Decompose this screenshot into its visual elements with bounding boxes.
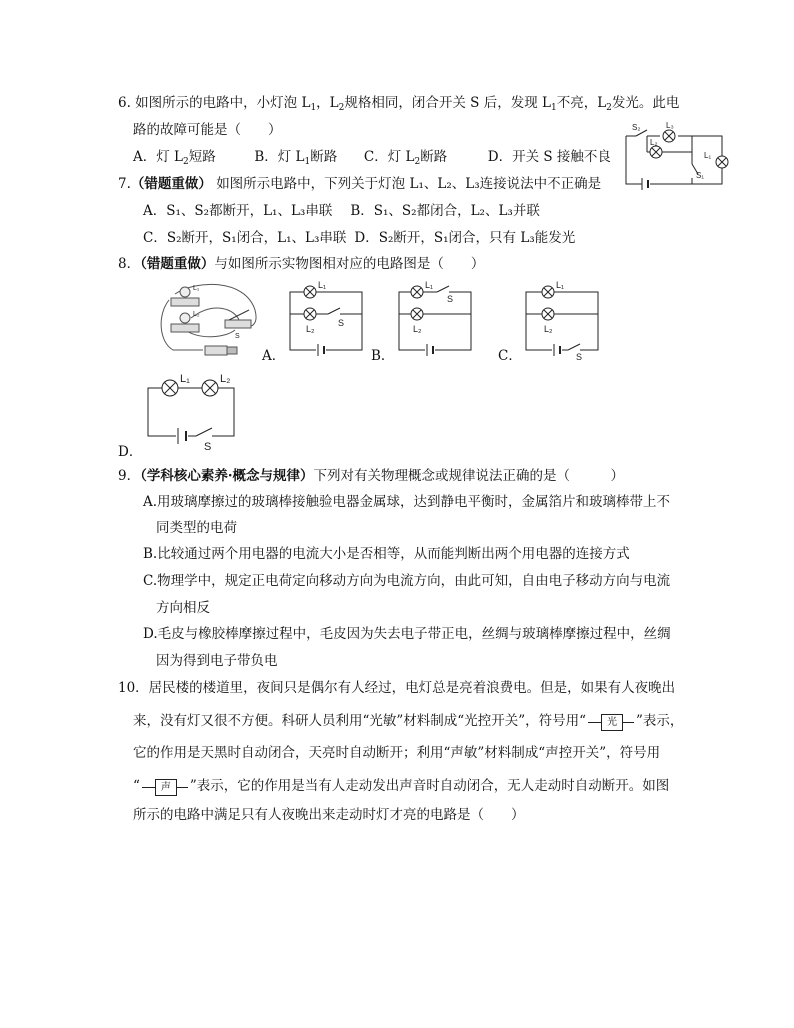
d-s-label: S — [204, 441, 212, 453]
q8-circuit-c — [524, 280, 600, 362]
q8-circuit-b — [397, 282, 473, 354]
q10-line4: “ 声 ”表示，它的作用是当有人走动发出声音时自动闭合，无人走动时自动断开。如图 — [133, 778, 670, 794]
q8-option-a[interactable]: A． — [262, 348, 286, 364]
q6-option-c[interactable]: C．灯 $L_2$断路 — [363, 149, 448, 167]
q10-line5: 所示的电路中满足只有人夜晚出来走动时灯才亮的电路是（ ） — [133, 807, 525, 823]
q7-options-row1 — [143, 201, 540, 221]
q7-option-a[interactable]: A．S₁、S₂都断开，L₁、L₃串联 — [143, 203, 333, 219]
sound-switch-symbol: 声 — [142, 778, 188, 796]
c-l1-label: L₁ — [556, 280, 565, 290]
fig-s2-label: S₂ — [632, 123, 641, 132]
q8-option-d[interactable]: D． — [118, 444, 143, 460]
q8-stem: 8．（错题重做）与如图所示实物图相对应的电路图是（ ） — [118, 256, 485, 272]
q8-physical-diagram — [155, 280, 265, 360]
q8-option-b[interactable]: B． — [371, 348, 395, 364]
photo-s-label: S — [235, 333, 240, 340]
q7-option-b[interactable]: B．S₁、S₂都闭合，L₂、L₃并联 — [350, 203, 540, 219]
q10-line2: 来，没有灯又很不方便。科研人员利用“光敏”材料制成“光控开关”，符号用“ 光 ”表示， — [133, 713, 684, 729]
q6-option-b[interactable]: B．灯 $L_1$断路 — [254, 149, 338, 167]
c-l2-label: L₂ — [544, 324, 553, 334]
d-l2-label: L₂ — [220, 373, 231, 385]
fig-l1-label: L₁ — [704, 151, 712, 160]
d-l1-label: L₁ — [180, 373, 190, 385]
q7-option-c[interactable]: C．S₂断开，S₁闭合，L₁、L₃串联 — [143, 230, 347, 246]
q9-option-a-line2: 同类型的电荷 — [156, 520, 237, 536]
a-l1-label: L₁ — [318, 280, 327, 290]
b-l2-label: L₂ — [413, 324, 422, 334]
q10-line3: 它的作用是天黑时自动闭合，天亮时自动断开；利用“声敏”材料制成“声控开关”，符号用 — [133, 745, 661, 761]
q9-stem: 9．（学科核心素养·概念与规律）下列对有关物理概念或规律说法正确的是（ ） — [118, 468, 625, 484]
q9-option-d-line1[interactable]: D.毛皮与橡胶棒摩擦过程中，毛皮因为失去电子带正电，丝绸与玻璃棒摩擦过程中，丝绸 — [143, 626, 671, 642]
q9-option-b[interactable]: B.比较通过两个用电器的电流大小是否相等，从而能判断出两个用电器的连接方式 — [143, 546, 630, 562]
q8-option-c[interactable]: C． — [498, 348, 522, 364]
q9-option-a-line1[interactable]: A.用玻璃摩擦过的玻璃棒接触验电器金属球，达到静电平衡时，金属箔片和玻璃棒带上不 — [143, 494, 671, 510]
a-l2-label: L₂ — [306, 324, 315, 334]
q9-option-c-line1[interactable]: C.物理学中，规定正电荷定向移动方向为电流方向，由此可知，自由电子移动方向与电流 — [143, 573, 671, 589]
q6-circuit-figure — [622, 122, 734, 190]
photo-l2-label: L₂ — [193, 311, 200, 318]
q8-circuit-d — [146, 373, 236, 453]
fig-l3-label: L₃ — [666, 121, 674, 130]
q6-option-a[interactable]: A．灯 $L_2$短路 — [133, 149, 216, 167]
q8-circuit-a — [288, 282, 364, 354]
c-s-label: S — [576, 352, 583, 362]
photo-l1-label: L₁ — [193, 285, 200, 292]
q10-line1: 10．居民楼的楼道里，夜间只是偶尔有人经过，电灯总是亮着浪费电。但是，如果有人夜晚出 — [118, 680, 676, 696]
q6-options — [133, 147, 611, 172]
q7-options-row2 — [143, 228, 575, 248]
b-s-label: S — [447, 294, 454, 304]
fig-l2-label: L₂ — [650, 138, 658, 147]
q6-line2: 路的故障可能是（ ） — [133, 122, 282, 138]
q6-option-d[interactable]: D．开关 S 接触不良 — [487, 149, 611, 165]
a-s-label: S — [338, 318, 345, 328]
b-l1-label: L₁ — [425, 280, 434, 290]
q7-stem: 7.（错题重做） 如图所示电路中，下列关于灯泡 L₁、L₂、L₃连接说法中不正确是 — [118, 176, 602, 192]
light-switch-symbol: 光 — [588, 713, 634, 731]
q7-option-d[interactable]: D．S₂断开，S₁闭合，只有 L₃能发光 — [354, 230, 576, 246]
q9-option-d-line2: 因为得到电子带负电 — [156, 653, 278, 669]
q9-option-c-line2: 方向相反 — [156, 600, 210, 616]
fig-s1-label: S₁ — [696, 171, 705, 180]
q6-line1: 6. 如图所示的电路中，小灯泡 $L_1$，$L_2$规格相同，闭合开关 S 后，发现 $L_1$不亮，$L_2$发光。此电 — [118, 95, 680, 113]
